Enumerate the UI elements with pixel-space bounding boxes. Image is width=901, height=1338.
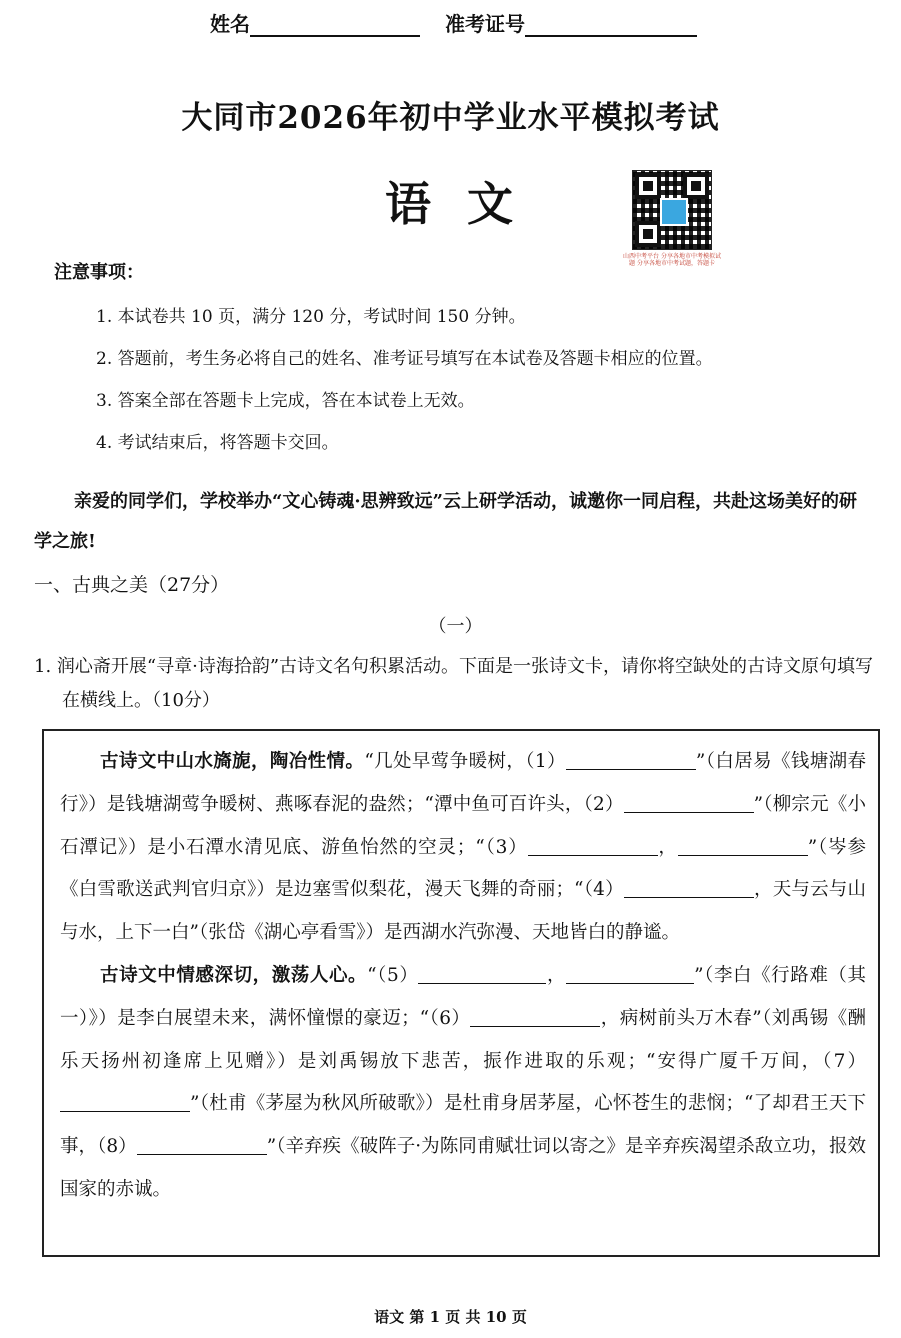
- blank-8[interactable]: [137, 1134, 267, 1155]
- notice-title: 注意事项：: [54, 262, 144, 283]
- card-paragraph-2: [60, 955, 866, 1212]
- notice-item: 1. 本试卷共 10 页，满分 120 分，考试时间 150 分钟。: [96, 307, 526, 327]
- name-label: 姓名: [210, 12, 250, 36]
- name-field[interactable]: [210, 8, 420, 37]
- card-text: ，病树前头万木春”（刘禹锡《酬乐天扬州初逢席上见赠》）是刘禹锡放下悲苦，振作进取的乐观；“安得广厦千万间，（7）: [60, 1007, 867, 1072]
- poem-card-text: [60, 741, 866, 1212]
- blank-7[interactable]: [60, 1091, 190, 1112]
- card-text: ”（李白《行路难（其一）》）是李白展望未来，满怀憧憬的豪迈；“（6）: [60, 964, 866, 1029]
- section-heading: 一、古典之美（27分）: [34, 574, 230, 596]
- blank-1[interactable]: [566, 749, 696, 770]
- intro-paragraph: 亲爱的同学们，学校举办“文心铸魂·思辨致远”云上研学活动，诚邀你一同启程，共赴这场美好的研学之旅!: [34, 491, 857, 552]
- card-text: ”（杜甫《茅屋为秋风所破歌》）是杜甫身居茅屋，心怀苍生的悲悯；“了却君王天下事，（8）: [60, 1093, 866, 1158]
- notice-item: 4. 考试结束后，将答题卡交回。: [96, 433, 339, 453]
- notice-item: 3. 答案全部在答题卡上完成，答在本试卷上无效。: [96, 391, 475, 411]
- blank-6[interactable]: [470, 1006, 600, 1027]
- card-text: ”（辛弃疾《破阵子·为陈同甫赋壮词以寄之》是辛弃疾渴望杀敌立功，报效国家的赤诚。: [60, 1136, 866, 1200]
- exam-title: 大同市2026年初中学业水平模拟考试: [181, 100, 720, 136]
- card-text: ”（岑参《白雪歌送武判官归京》）是边塞雪似梨花，漫天飞舞的奇丽；“（4）: [60, 836, 866, 901]
- card-text: ，: [657, 836, 678, 858]
- card-p1-heading: 古诗文中山水旖旎，陶冶性情。: [100, 751, 365, 772]
- blank-3b[interactable]: [678, 835, 808, 856]
- card-text: ，天与云与山与水，上下一白”（张岱《湖心亭看雪》）是西湖水汽弥漫、天地皆白的静谧。: [60, 879, 866, 944]
- blank-5a[interactable]: [418, 963, 546, 984]
- card-text: ”（白居易《钱塘湖春行》）是钱塘湖莺争暖树、燕啄春泥的盎然；“潭中鱼可百许头，（2）: [60, 751, 866, 815]
- poem-card: [42, 729, 880, 1257]
- part-heading: （一）: [428, 616, 483, 637]
- question-1: 1. 润心斋开展“寻章·诗海拾韵”古诗文名句积累活动。下面是一张诗文卡，请你将空缺处的古诗文原句填写在横线上。（10分）: [34, 656, 874, 711]
- blank-5b[interactable]: [566, 963, 694, 984]
- page-footer: 语文 第 1 页 共 10 页: [374, 1308, 527, 1326]
- card-text: “几处早莺争暖树，（1）: [364, 751, 566, 772]
- name-blank[interactable]: [250, 13, 420, 37]
- exam-number-blank[interactable]: [525, 13, 697, 37]
- notice-item: 2. 答题前，考生务必将自己的姓名、准考证号填写在本试卷及答题卡相应的位置。: [96, 349, 713, 369]
- card-text: ”（柳宗元《小石潭记》）是小石潭水清见底、游鱼怡然的空灵；“（3）: [60, 793, 866, 858]
- card-text: “（5）: [367, 964, 419, 986]
- card-text: ，: [546, 964, 567, 986]
- card-p2-heading: 古诗文中情感深切，激荡人心。: [100, 964, 368, 986]
- blank-4[interactable]: [624, 877, 754, 898]
- exam-number-field[interactable]: [445, 8, 697, 37]
- blank-3a[interactable]: [528, 835, 658, 856]
- card-paragraph-1: [60, 741, 866, 955]
- blank-2[interactable]: [624, 792, 754, 813]
- qr-caption: 山西中考平台 分享各地市中考模拟试题 分享各地市中考试题，答题卡: [623, 253, 721, 267]
- qr-code-icon: [632, 170, 712, 250]
- subject-title: 语文: [385, 177, 549, 231]
- exam-number-label: 准考证号: [445, 12, 525, 36]
